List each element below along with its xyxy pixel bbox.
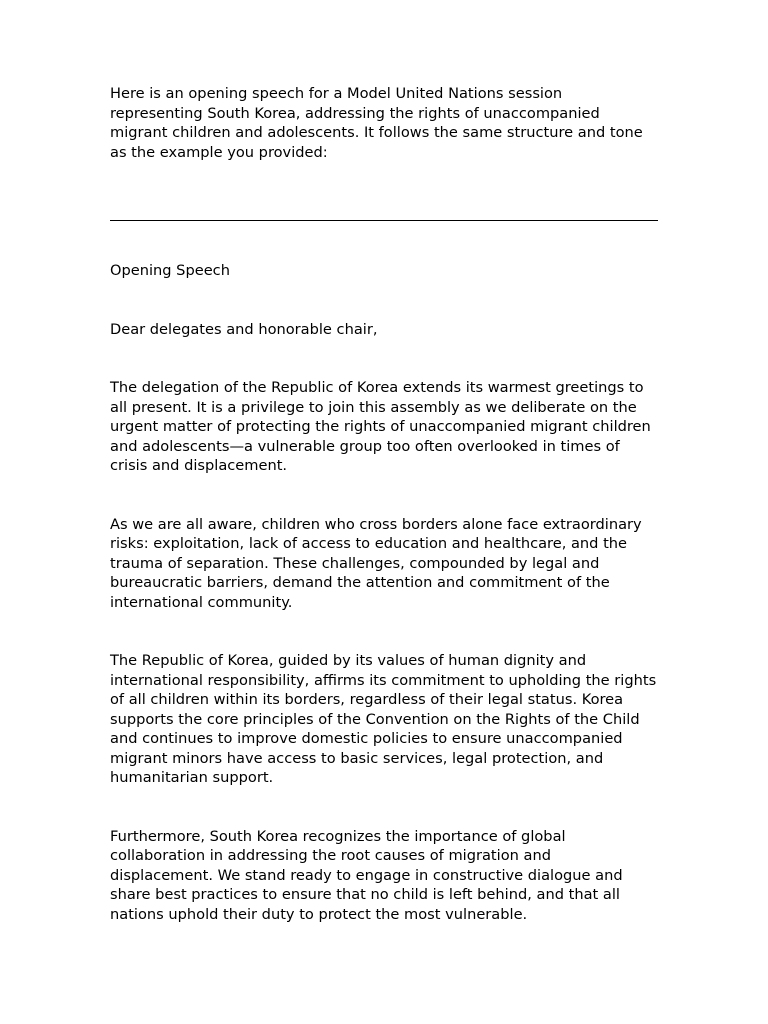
salutation: Dear delegates and honorable chair, [110, 320, 378, 338]
body-paragraph-1: The delegation of the Republic of Korea extends its warmest greetings to all present. It is a privilege to join this assembly as we deliberate on the urgent matter of protecting the rights of unaccompanied migrant children and adolescents—a vulnerable group too often overlooked in times of crisis and displacement. [110, 379, 651, 474]
body-paragraph-2: As we are all aware, children who cross borders alone face extraordinary risks: exploitation, lack of access to education and healthcare, and the trauma of separation. These challenges, compounded by legal and bureaucratic barriers, demand the attention and commitment of the international community. [110, 515, 642, 611]
document-page [110, 84, 658, 963]
speech-heading: Opening Speech [110, 262, 230, 279]
body-paragraph-4: Furthermore, South Korea recognizes the importance of global collaboration in addressing the root causes of migration and displacement. We stand ready to engage in constructive dialogue and share best practices to ensure that no child is left behind, and that all nations uphold their duty to protect the most vulnerable. [110, 827, 623, 923]
intro-paragraph: Here is an opening speech for a Model United Nations session representing South Korea, addressing the rights of unaccompanied migrant children and adolescents. It follows the same structure and tone as the example you provided: [110, 85, 643, 161]
horizontal-rule [110, 220, 658, 221]
body-paragraph-3: The Republic of Korea, guided by its values of human dignity and international responsibility, affirms its commitment to upholding the rights of all children within its borders, regardless of their legal status. Korea supports the core principles of the Convention on the Rights of the Child and continues to improve domestic policies to ensure unaccompanied migrant minors have access to basic services, legal protection, and humanitarian support. [110, 652, 657, 786]
